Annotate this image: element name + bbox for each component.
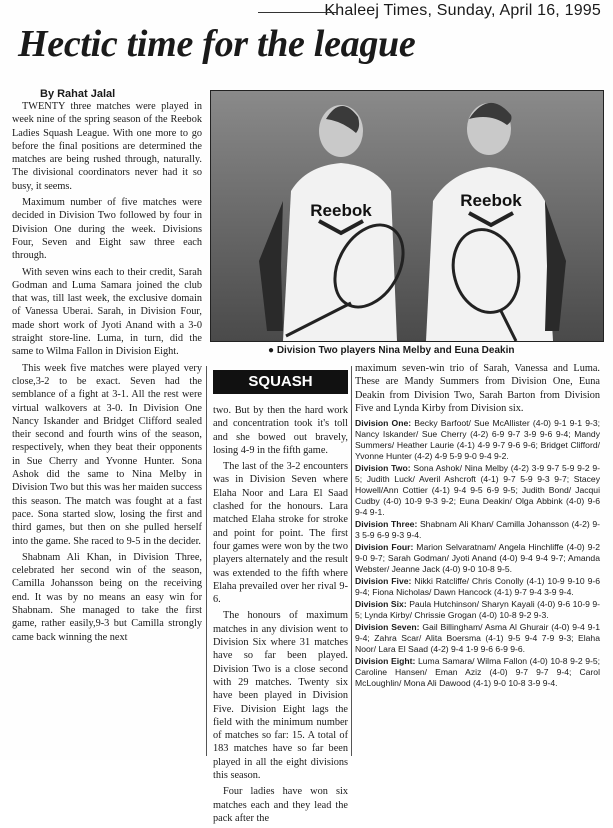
photo-illustration bbox=[211, 91, 603, 341]
results-entry bbox=[355, 656, 600, 689]
division-name: Division Seven: bbox=[355, 622, 420, 633]
headline: Hectic time for the league bbox=[18, 23, 416, 65]
results-entry bbox=[355, 519, 600, 541]
paragraph: Shabnam Ali Khan, in Division Three, celebrated her second win of the season, Camilla Johansson being on the receiving end. It was by no means an easy win for Shabnam. She managed to take the first game, rather easily,9-3 but Camilla strongly came back winning the next bbox=[12, 551, 202, 643]
division-name: Division Three: bbox=[355, 519, 418, 530]
results-entry bbox=[355, 576, 600, 598]
division-results: Marion Selvaratnam/ Angela Hinchliffe (4-0) 9-2 9-0 9-7; Sarah Godman/ Jyoti Anand (4-0) 9-4 9-4 9-7; Amanda Webster/ Jeanne Jack (4-0) 9-0 10-8 9-5. bbox=[355, 542, 600, 575]
division-name: Division Two: bbox=[355, 463, 411, 474]
results-list bbox=[355, 418, 600, 689]
results-entry bbox=[355, 418, 600, 462]
division-results: Becky Barfoot/ Sue McAllister (4-0) 9-1 9-1 9-3; Nancy Iskander/ Sue Cherry (4-2) 6-9 9-7 3-9 9-6 9-4; Mandy Summers/ Heather Laurie (4-1) 4-9 9-7 9-6 9-6; Bridget Clifford/ Yvonne Hunter (4-2) 4-9 5-9 9-0 9-4 9-2. bbox=[355, 418, 601, 462]
results-entry bbox=[355, 542, 600, 575]
section-label: SQUASH bbox=[213, 370, 348, 394]
shirt-logo: Reebok bbox=[460, 191, 522, 210]
division-name: Division One: bbox=[355, 418, 412, 429]
results-entry bbox=[355, 622, 600, 655]
byline: By Rahat Jalal bbox=[40, 88, 116, 100]
players-photo bbox=[210, 90, 604, 342]
masthead: Khaleej Times, Sunday, April 16, 1995 bbox=[324, 2, 601, 19]
division-name: Division Eight: bbox=[355, 656, 416, 667]
column-divider bbox=[351, 366, 352, 756]
photo-caption: ● Division Two players Nina Melby and Euna Deakin bbox=[268, 345, 515, 356]
paragraph: TWENTY three matches were played in week nine of the spring season of the Reebok Ladies Squash League. With one more to go before the final positions are determined the matches are being rushed through, naturally. The divisional coordinators never had it so busy, it seems. bbox=[12, 101, 202, 192]
column-divider bbox=[206, 366, 207, 756]
shirt-logo: Reebok bbox=[310, 201, 372, 220]
article-column-2 bbox=[213, 404, 348, 828]
paragraph: Four ladies have won six matches each and they lead the pack after the bbox=[213, 786, 348, 824]
results-entry bbox=[355, 599, 600, 621]
division-name: Division Four: bbox=[355, 542, 414, 553]
division-results: Luma Samara/ Wilma Fallon (4-0) 10-8 9-2 9-5; Caroline Hansen/ Eman Aziz (4-0) 9-7 9-7 9-4; Carol McLoughlin/ Mona Ali Dawood (4-1) 9-0 10-8 3-9 9-4. bbox=[355, 656, 601, 689]
division-results: Gail Billingham/ Asma Al Ghurair (4-0) 9-4 9-1 9-4; Zahra Scar/ Alita Boersma (4-1) 9-5 9-4 7-9 9-3; Elaha Noor/ Lara El Saad (4-2) 9-4 1-9 9-6 6-9 9-6. bbox=[355, 622, 601, 655]
paragraph: With seven wins each to their credit, Sarah Godman and Luma Samara joined the club that was, till last week, the exclusive domain of Vanessa Uberai. Sarah, in Division Four, made short work of Jyoti Anand with a 3-0 straight store-line. Luma, in turn, did the same to Wilma Fallon in Division Eight. bbox=[12, 266, 202, 358]
division-name: Division Six: bbox=[355, 599, 407, 610]
article-column-3 bbox=[355, 362, 600, 690]
division-results: Sona Ashok/ Nina Melby (4-2) 3-9 9-7 5-9 9-2 9-5; Judith Luck/ Averil Ashcroft (4-1) 9-7 5-9 9-3 9-7; Stacey Howell/Ann Cottier (4-1) 9-4 9-5 6-9 9-5; Judith Bond/ Jacqui Cudby (4-0) 10-9 9-3 9-2; Euna Deakin/ Olga Abbink (4-0) 9-6 9-4 9-1. bbox=[355, 463, 600, 518]
division-name: Division Five: bbox=[355, 576, 412, 587]
paragraph: The honours of maximum matches in any division went to Division Six where 31 matches have so far been played. Division Two is a close second with 29 matches. Twenty six have been played in Division Five. Division Eight lags the field with the minimum number of matches so far: 15. A total of 183 matches have so far been played in all the eight divisions this season. bbox=[213, 610, 348, 782]
paragraph: Maximum number of five matches were decided in Division Two followed by four in Division One during the week. Divisions Four, Seven and Eight saw three each through. bbox=[12, 197, 202, 262]
paragraph: The last of the 3-2 encounters was in Division Seven where Elaha Noor and Lara El Saad clashed for the honours. Lara matched Elaha stroke for stroke and point for point. The first four games were won by the two players alternately and the result was extended to the fifth where Elaha prevailed over her rival 9-6. bbox=[213, 461, 348, 606]
results-entry bbox=[355, 463, 600, 518]
paragraph: maximum seven-win trio of Sarah, Vanessa and Luma. These are Mandy Summers from Division One, Euna Deakin from Division Two, Sarah Barton from Division Five and Lynda Kirby from Division six. bbox=[355, 363, 600, 414]
division-results: Nikki Ratcliffe/ Chris Conolly (4-1) 10-9 9-10 9-6 9-4; Fiona Nicholas/ Dawn Hancock (4-1) 9-7 9-4 3-9 9-4. bbox=[355, 576, 601, 598]
division-results: Shabnam Ali Khan/ Camilla Johansson (4-2) 9-3 5-9 6-9 9-3 9-4. bbox=[355, 519, 600, 541]
paragraph: two. But by then the hard work and concentration took it's toll and she bowed out bravely, losing 4-9 in the fifth game. bbox=[213, 405, 348, 456]
paragraph: This week five matches were played very close,3-2 to be exact. Seven had the semblance of a fight at 3-1. All the rest were virtual walkovers at 3-0. In Division One Nancy Iskander and Bridget Clifford sealed their second and fourth wins of the season, respectively, when they beat their opponents in Sue Cherry and Yvonne Hunter. Sona Ashok did the same to Nina Melby in Division Two but this was her maiden success this season. The match was fought at a fast pace. Sona started slow, losing the first and third games, but then on she pulled herself into the game. She raced to 9-5 in the decider. bbox=[12, 362, 202, 547]
division-results: Paula Hutchinson/ Sharyn Kayali (4-0) 9-6 10-9 9-5; Lynda Kirby/ Chrissie Grogan (4-0) 10-8 9-2 9-3. bbox=[355, 599, 601, 621]
masthead-rule bbox=[258, 12, 337, 13]
article-column-1 bbox=[12, 100, 202, 647]
